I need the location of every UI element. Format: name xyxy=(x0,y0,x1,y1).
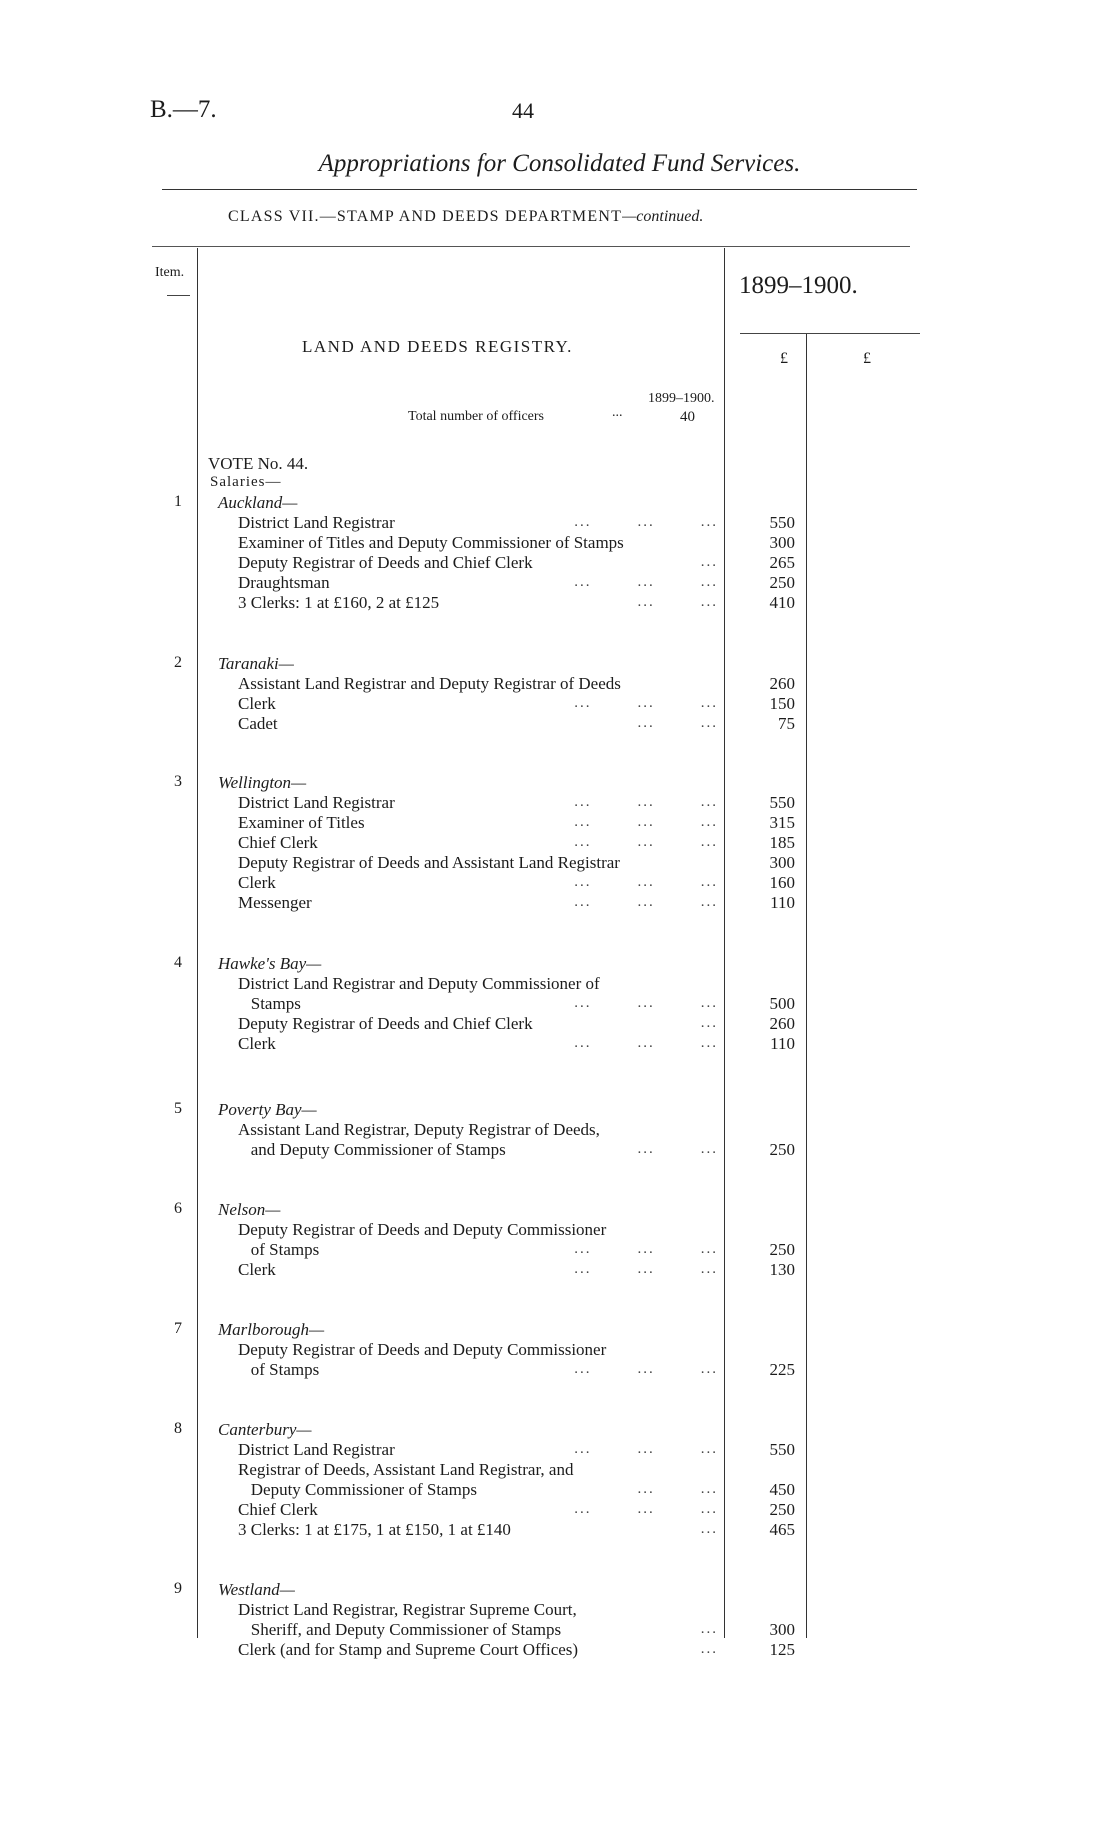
item-number: 4 xyxy=(174,954,182,971)
salary-line-text: Deputy Registrar of Deeds and Assistant Land Registrar xyxy=(238,853,620,872)
header-rule xyxy=(162,189,917,190)
salary-line-text: Chief Clerk xyxy=(238,833,318,852)
salary-line-text: 3 Clerks: 1 at £160, 2 at £125 xyxy=(238,593,440,612)
leader-dots: ... ... xyxy=(637,594,718,610)
salary-amount: 550 xyxy=(769,513,795,532)
salary-amount: 315 xyxy=(769,813,795,832)
year-header-rule xyxy=(740,333,920,334)
salary-line-text: of Stamps xyxy=(238,1360,320,1379)
leader-dots: ... xyxy=(700,1521,718,1537)
salary-amount: 550 xyxy=(769,1440,795,1459)
salary-line-text: District Land Registrar and Deputy Commissioner of xyxy=(238,974,600,993)
salary-amount: 300 xyxy=(769,1620,795,1639)
salary-line-text: Draughtsman xyxy=(238,573,330,592)
salary-line-text: Deputy Registrar of Deeds and Chief Clerk xyxy=(238,553,533,572)
salary-line-text: Cadet xyxy=(238,714,278,733)
salary-line-text: Chief Clerk xyxy=(238,1500,318,1519)
table-top-rule xyxy=(152,246,910,247)
salary-line-text: Examiner of Titles xyxy=(238,813,365,832)
amount-column-rule xyxy=(806,333,807,1638)
salary-amount: 260 xyxy=(769,674,795,693)
salary-line-text: 3 Clerks: 1 at £175, 1 at £150, 1 at £140 xyxy=(238,1520,511,1539)
leader-dots: ... xyxy=(700,554,718,570)
region-heading: Poverty Bay— xyxy=(218,1100,317,1119)
salary-amount: 75 xyxy=(778,714,795,733)
item-header-underline xyxy=(167,295,190,296)
salary-amount: 300 xyxy=(769,853,795,872)
region-heading: Westland— xyxy=(218,1580,295,1599)
salary-amount: 250 xyxy=(769,1500,795,1519)
leader-dots: ... ... ... xyxy=(574,514,718,530)
salary-amount: 265 xyxy=(769,553,795,572)
salary-line-text: Examiner of Titles and Deputy Commissioner of Stamps xyxy=(238,533,624,552)
salary-line-text: Deputy Registrar of Deeds and Deputy Commissioner xyxy=(238,1220,607,1239)
salary-line-text: Deputy Registrar of Deeds and Chief Clerk xyxy=(238,1014,533,1033)
description-column-rule xyxy=(724,248,725,1638)
leader-dots: ... ... ... xyxy=(574,1501,718,1517)
leader-dots: ... ... ... xyxy=(574,695,718,711)
item-column-header: Item. xyxy=(155,265,185,280)
leader-dots: ... ... ... xyxy=(574,834,718,850)
item-number: 6 xyxy=(174,1200,182,1217)
salary-amount: 150 xyxy=(769,694,795,713)
salary-amount: 260 xyxy=(769,1014,795,1033)
leader-dots: ... ... ... xyxy=(574,874,718,890)
item-number: 2 xyxy=(174,654,182,671)
salary-amount: 225 xyxy=(769,1360,795,1379)
salary-line-text: and Deputy Commissioner of Stamps xyxy=(238,1140,506,1159)
salary-amount: 110 xyxy=(770,1034,795,1053)
salary-amount: 130 xyxy=(769,1260,795,1279)
class-heading xyxy=(228,208,703,226)
leader-dots: ... ... ... xyxy=(574,1035,718,1051)
salary-amount: 125 xyxy=(769,1640,795,1659)
leader-dots: ... ... ... xyxy=(574,1261,718,1277)
item-number: 3 xyxy=(174,773,182,790)
currency-symbol-totals: £ xyxy=(863,350,871,367)
region-heading: Taranaki— xyxy=(218,654,294,673)
leader-dots: ... ... ... xyxy=(574,894,718,910)
salary-line-text: District Land Registrar xyxy=(238,1440,395,1459)
leader-dots: ... ... xyxy=(637,715,718,731)
salary-amount: 465 xyxy=(769,1520,795,1539)
section-title: LAND AND DEEDS REGISTRY. xyxy=(302,337,573,356)
page-title: Appropriations for Consolidated Fund Services. xyxy=(318,150,801,177)
leader-dots: ... ... xyxy=(637,1141,718,1157)
salary-line-text: Clerk xyxy=(238,873,276,892)
item-number: 7 xyxy=(174,1320,182,1337)
leader-dots: ... ... ... xyxy=(574,794,718,810)
class-heading-main: CLASS VII.—STAMP AND DEEDS DEPARTMENT xyxy=(228,208,623,225)
salary-line-text: Messenger xyxy=(238,893,312,912)
item-number: 9 xyxy=(174,1580,182,1597)
salaries-heading: Salaries— xyxy=(210,474,282,490)
salary-line-text: Assistant Land Registrar, Deputy Registrar of Deeds, xyxy=(238,1120,600,1139)
leader-dots: ... xyxy=(700,1015,718,1031)
region-heading: Canterbury— xyxy=(218,1420,312,1439)
salary-amount: 300 xyxy=(769,533,795,552)
salary-line-text: Clerk (and for Stamp and Supreme Court Offices) xyxy=(238,1640,579,1659)
document-reference: B.—7. xyxy=(150,96,217,123)
salary-amount: 250 xyxy=(769,1240,795,1259)
leader-dots: ... ... ... xyxy=(574,814,718,830)
region-heading: Nelson— xyxy=(218,1200,281,1219)
salary-line-text: of Stamps xyxy=(238,1240,320,1259)
item-number: 8 xyxy=(174,1420,182,1437)
salary-amount: 450 xyxy=(769,1480,795,1499)
leader-dots: ... ... xyxy=(637,1481,718,1497)
class-heading-suffix: —continued. xyxy=(622,208,704,225)
leader-dots: ... ... ... xyxy=(574,1361,718,1377)
region-heading: Auckland— xyxy=(218,493,298,512)
leader-dots: ... ... ... xyxy=(574,995,718,1011)
salary-amount: 160 xyxy=(769,873,795,892)
salary-line-text: District Land Registrar xyxy=(238,793,395,812)
leader-dots: ... xyxy=(700,1621,718,1637)
officers-year: 1899–1900. xyxy=(648,391,715,406)
vote-number: VOTE No. 44. xyxy=(208,454,309,473)
officers-leader-dots: ... xyxy=(612,405,623,420)
year-column-header: 1899–1900. xyxy=(739,272,858,299)
item-column-rule xyxy=(197,248,198,1638)
region-heading: Wellington— xyxy=(218,773,307,792)
officers-label: Total number of officers xyxy=(408,409,544,424)
salary-line-text: Deputy Commissioner of Stamps xyxy=(238,1480,477,1499)
salary-amount: 250 xyxy=(769,1140,795,1159)
currency-symbol-items: £ xyxy=(780,350,788,367)
salary-line-text: Clerk xyxy=(238,1260,276,1279)
item-number: 1 xyxy=(174,493,182,510)
salary-amount: 500 xyxy=(769,994,795,1013)
salary-line-text: Sheriff, and Deputy Commissioner of Stamps xyxy=(238,1620,562,1639)
leader-dots: ... ... ... xyxy=(574,1441,718,1457)
salary-amount: 185 xyxy=(769,833,795,852)
salary-amount: 110 xyxy=(770,893,795,912)
salary-line-text: Stamps xyxy=(238,994,301,1013)
region-heading: Marlborough— xyxy=(218,1320,325,1339)
leader-dots: ... ... ... xyxy=(574,1241,718,1257)
region-heading: Hawke's Bay— xyxy=(218,954,322,973)
salary-line-text: Registrar of Deeds, Assistant Land Registrar, and xyxy=(238,1460,574,1479)
salary-amount: 250 xyxy=(769,573,795,592)
salary-amount: 550 xyxy=(769,793,795,812)
salary-amount: 410 xyxy=(769,593,795,612)
salary-line-text: Clerk xyxy=(238,1034,276,1053)
page-number: 44 xyxy=(512,98,534,123)
salary-line-text: Assistant Land Registrar and Deputy Registrar of Deeds xyxy=(238,674,621,693)
leader-dots: ... xyxy=(700,1641,718,1657)
item-number: 5 xyxy=(174,1100,182,1117)
salary-line-text: Deputy Registrar of Deeds and Deputy Commissioner xyxy=(238,1340,607,1359)
salary-line-text: District Land Registrar xyxy=(238,513,395,532)
salary-line-text: District Land Registrar, Registrar Supreme Court, xyxy=(238,1600,577,1619)
salary-line-text: Clerk xyxy=(238,694,276,713)
leader-dots: ... ... ... xyxy=(574,574,718,590)
officers-count: 40 xyxy=(680,409,695,425)
